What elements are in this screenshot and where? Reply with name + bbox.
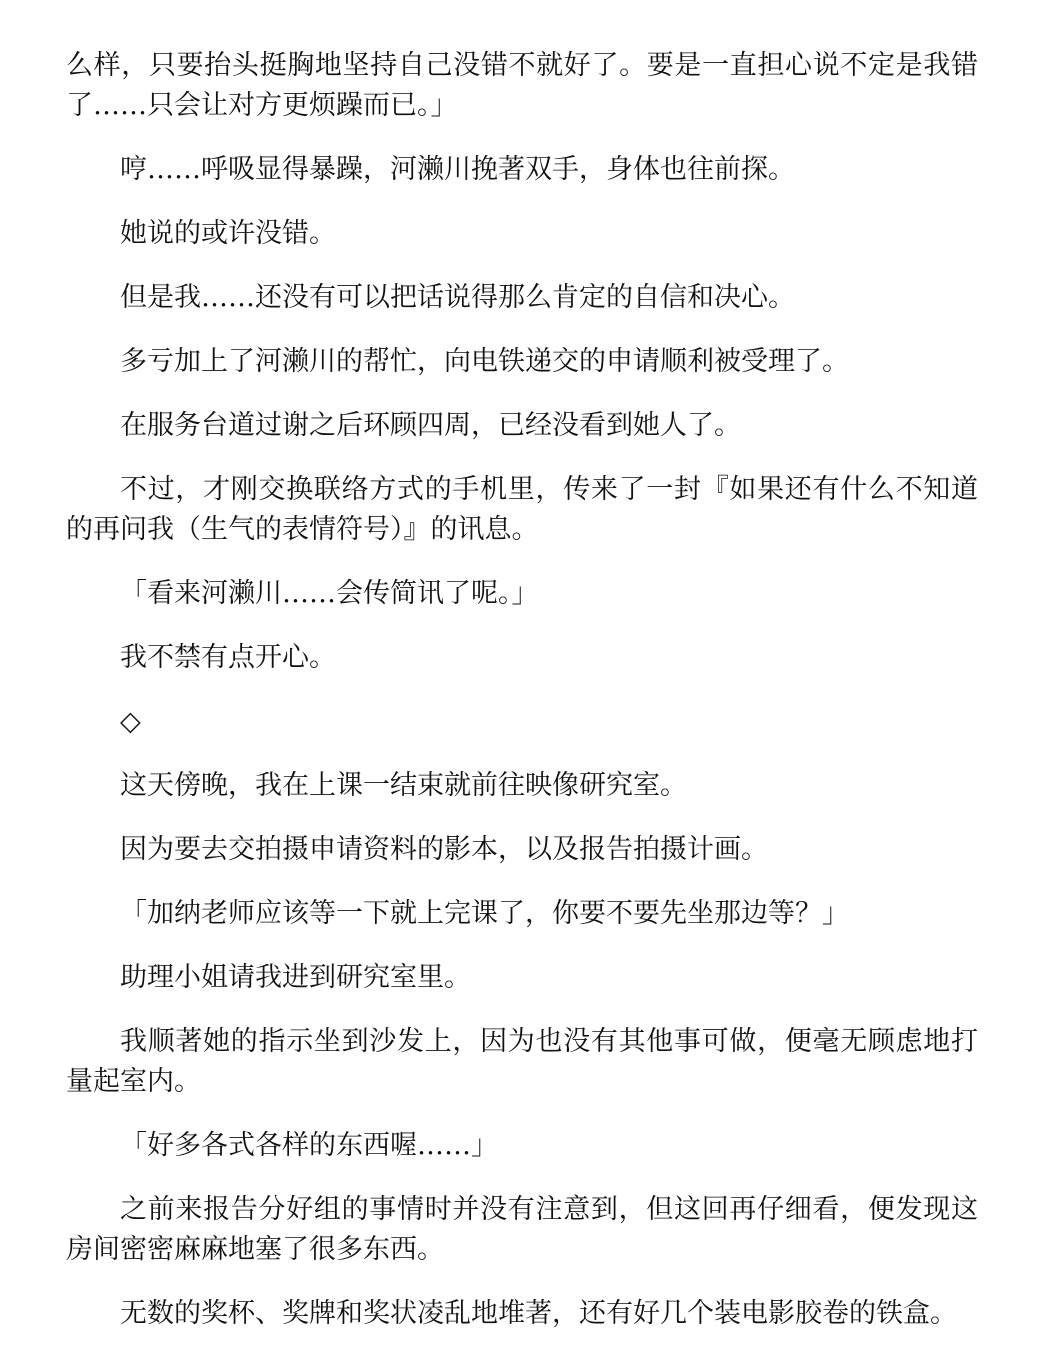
paragraph-13: 助理小姐请我进到研究室里。 [120,962,471,993]
paragraph-14: 我顺著她的指示坐到沙发上，因为也没有其他事可做，便毫无顾虑地打量起室内。 [66,1026,978,1097]
paragraph-0: 么样，只要抬头挺胸地坚持自己没错不就好了。要是一直担心说不定是我错了……只会让对方更烦躁而已。」 [66,50,978,121]
paragraph-7: 「看来河濑川……会传简讯了呢。」 [120,578,539,609]
scene-break-diamond: ◇ [120,706,141,737]
paragraph-5: 在服务台道过谢之后环顾四周，已经没看到她人了。 [120,410,741,441]
paragraph-1: 哼……呼吸显得暴躁，河濑川挽著双手，身体也往前探。 [120,154,795,185]
paragraph-12: 「加纳老师应该等一下就上完课了，你要不要先坐那边等？」 [120,898,849,929]
paragraph-6: 不过，才刚交换联络方式的手机里，传来了一封『如果还有什么不知道的再问我（生气的表情符号）』的讯息。 [66,474,978,545]
paragraph-2: 她说的或许没错。 [120,218,336,249]
paragraph-8: 我不禁有点开心。 [120,642,336,673]
paragraph-10: 这天傍晚，我在上课一结束就前往映像研究室。 [120,770,687,801]
paragraph-15: 「好多各式各样的东西喔……」 [120,1130,498,1161]
paragraph-11: 因为要去交拍摄申请资料的影本，以及报告拍摄计画。 [120,834,768,865]
paragraph-3: 但是我……还没有可以把话说得那么肯定的自信和决心。 [120,282,795,313]
document-page [66,46,978,1358]
paragraph-16: 之前来报告分好组的事情时并没有注意到，但这回再仔细看，便发现这房间密密麻麻地塞了很多东西。 [66,1194,978,1265]
paragraph-4: 多亏加上了河濑川的帮忙，向电铁递交的申请顺利被受理了。 [120,346,849,377]
paragraph-17: 无数的奖杯、奖牌和奖状凌乱地堆著，还有好几个装电影胶卷的铁盒。 [120,1298,957,1329]
